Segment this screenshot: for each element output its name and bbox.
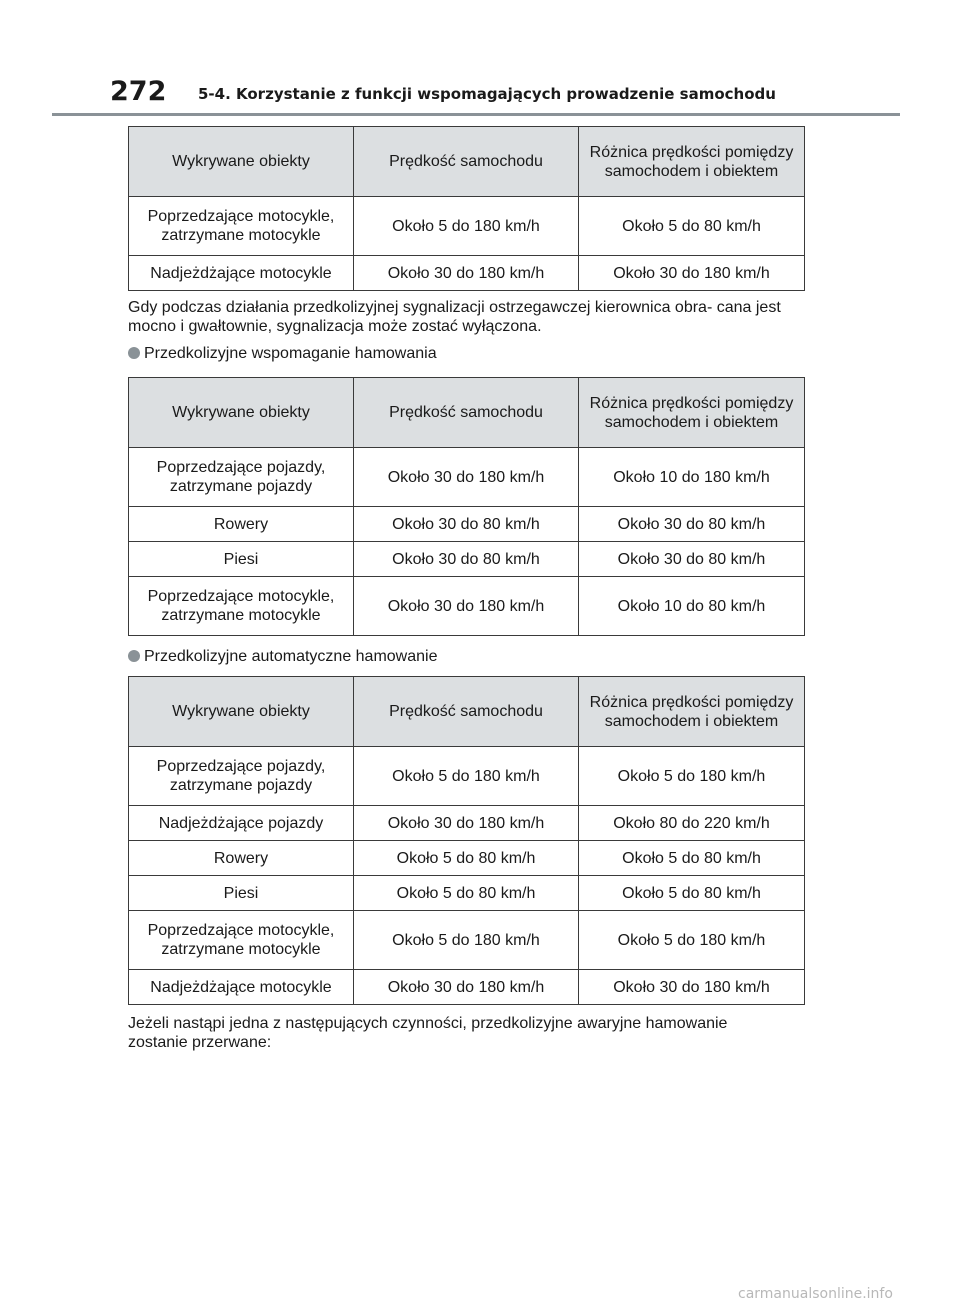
page-header — [110, 76, 900, 114]
table-cell: Około 5 do 180 km/h — [354, 911, 579, 970]
table-cell: Około 5 do 180 km/h — [354, 747, 579, 806]
table-row — [129, 747, 805, 806]
table-row — [129, 876, 805, 911]
paragraph-braking-cancel: Jeżeli nastąpi jedna z następujących czynności, przedkolizyjne awaryjne hamowanie zostanie przerwane: — [128, 1015, 728, 1051]
table-cell: Około 5 do 80 km/h — [579, 197, 805, 256]
table-cell: Około 10 do 180 km/h — [579, 448, 805, 507]
table-cell: Około 10 do 80 km/h — [579, 577, 805, 636]
table-cell: Około 30 do 80 km/h — [354, 507, 579, 542]
table-cell: Poprzedzające pojazdy, zatrzymane pojazdy — [129, 448, 354, 507]
table-cell: Około 80 do 220 km/h — [579, 806, 805, 841]
table-cell: Około 5 do 180 km/h — [354, 197, 579, 256]
bullet-dot-icon — [128, 650, 140, 662]
bullet-brake-assist — [128, 344, 437, 363]
table-row — [129, 841, 805, 876]
table-cell: Poprzedzające motocykle, zatrzymane motocykle — [129, 197, 354, 256]
table-cell: Około 30 do 80 km/h — [354, 542, 579, 577]
table-cell: Około 5 do 80 km/h — [354, 876, 579, 911]
table-cell: Piesi — [129, 876, 354, 911]
header-cell-speed-difference: Różnica prędkości pomiędzy samochodem i obiektem — [579, 127, 805, 197]
header-cell-speed-difference: Różnica prędkości pomiędzy samochodem i obiektem — [579, 378, 805, 448]
table-cell: Nadjeżdżające motocykle — [129, 970, 354, 1005]
table-cell: Około 30 do 180 km/h — [354, 970, 579, 1005]
bullet-automatic-braking — [128, 647, 437, 666]
table-row — [129, 448, 805, 507]
table-row — [129, 577, 805, 636]
header-cell-vehicle-speed: Prędkość samochodu — [354, 378, 579, 448]
header-divider — [52, 113, 900, 116]
table-row — [129, 197, 805, 256]
header-cell-objects: Wykrywane obiekty — [129, 677, 354, 747]
table-row — [129, 806, 805, 841]
section-title: 5-4. Korzystanie z funkcji wspomagających prowadzenie samochodu — [198, 85, 776, 103]
bullet-text: Przedkolizyjne wspomaganie hamowania — [144, 345, 437, 362]
table-header-row — [129, 127, 805, 197]
header-cell-speed-difference: Różnica prędkości pomiędzy samochodem i obiektem — [579, 677, 805, 747]
watermark: carmanualsonline.info — [738, 1286, 893, 1302]
table-row — [129, 256, 805, 291]
table-row — [129, 911, 805, 970]
table-cell: Nadjeżdżające motocykle — [129, 256, 354, 291]
table-cell: Około 30 do 180 km/h — [579, 256, 805, 291]
table-cell: Około 30 do 80 km/h — [579, 507, 805, 542]
table-cell: Poprzedzające motocykle, zatrzymane motocykle — [129, 911, 354, 970]
table-cell: Poprzedzające motocykle, zatrzymane motocykle — [129, 577, 354, 636]
header-cell-vehicle-speed: Prędkość samochodu — [354, 127, 579, 197]
table-cell: Około 5 do 180 km/h — [579, 747, 805, 806]
table-header-row — [129, 677, 805, 747]
table-cell: Około 30 do 180 km/h — [354, 256, 579, 291]
table-cell: Około 5 do 180 km/h — [579, 911, 805, 970]
table-cell: Rowery — [129, 507, 354, 542]
table-cell: Około 30 do 180 km/h — [354, 806, 579, 841]
table-cell: Około 30 do 80 km/h — [579, 542, 805, 577]
table-header-row — [129, 378, 805, 448]
table-automatic-braking — [128, 676, 805, 1005]
table-cell: Około 5 do 80 km/h — [354, 841, 579, 876]
table-row — [129, 542, 805, 577]
header-cell-vehicle-speed: Prędkość samochodu — [354, 677, 579, 747]
table-cell: Nadjeżdżające pojazdy — [129, 806, 354, 841]
table-row — [129, 507, 805, 542]
table-warning-objects — [128, 126, 805, 291]
table-brake-assist — [128, 377, 805, 636]
table-cell: Rowery — [129, 841, 354, 876]
table-cell: Około 30 do 180 km/h — [579, 970, 805, 1005]
table-cell: Około 30 do 180 km/h — [354, 448, 579, 507]
header-cell-objects: Wykrywane obiekty — [129, 127, 354, 197]
header-cell-objects: Wykrywane obiekty — [129, 378, 354, 448]
page-number: 272 — [110, 76, 167, 107]
bullet-dot-icon — [128, 347, 140, 359]
table-cell: Piesi — [129, 542, 354, 577]
table-cell: Około 5 do 80 km/h — [579, 841, 805, 876]
table-cell: Około 30 do 180 km/h — [354, 577, 579, 636]
table-cell: Około 5 do 80 km/h — [579, 876, 805, 911]
bullet-text: Przedkolizyjne automatyczne hamowanie — [144, 648, 438, 665]
table-cell: Poprzedzające pojazdy, zatrzymane pojazdy — [129, 747, 354, 806]
table-row — [129, 970, 805, 1005]
paragraph-steering-note: Gdy podczas działania przedkolizyjnej sygnalizacji ostrzegawczej kierownica obra- cana jest mocno i gwałtownie, sygnalizacja może zostać wyłączona. — [128, 299, 781, 335]
